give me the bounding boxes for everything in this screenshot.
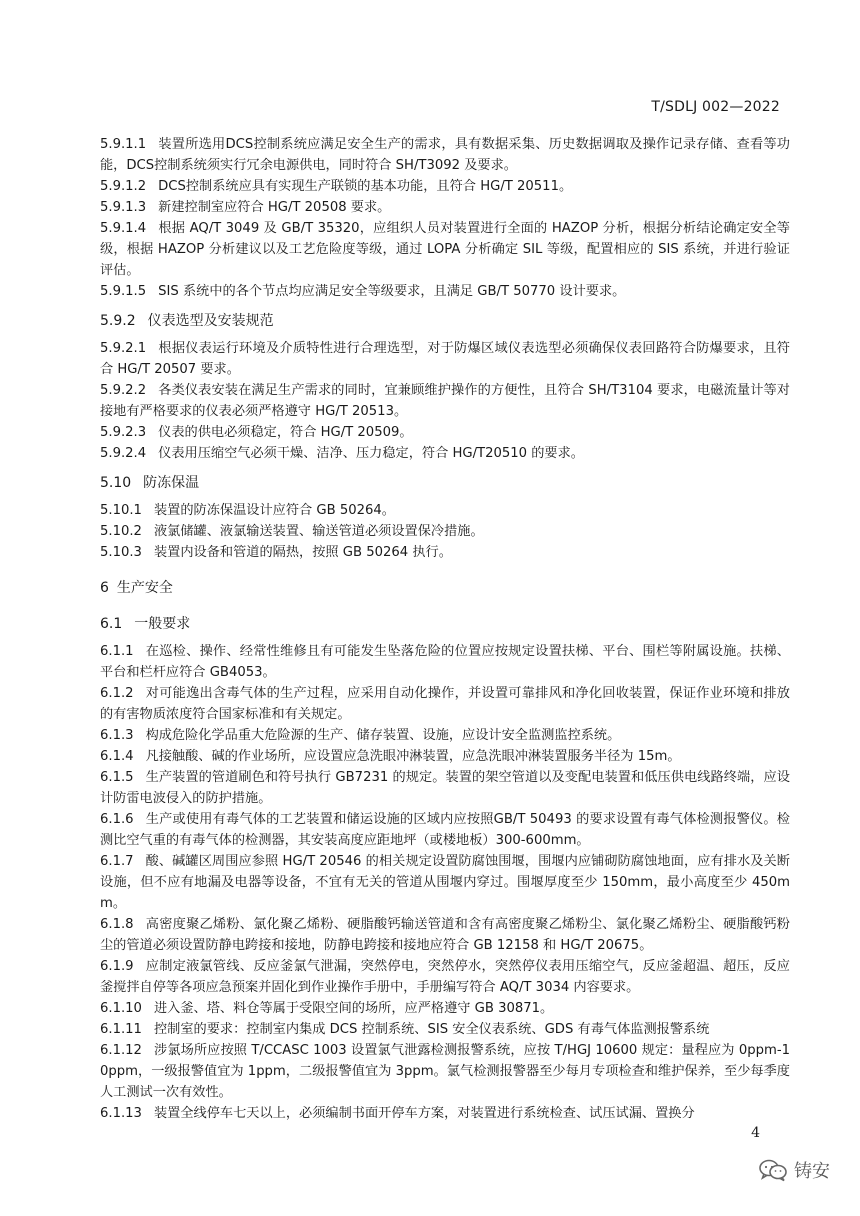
clause-number: 6.1.9 bbox=[100, 959, 134, 974]
clause-text: 酸、碱罐区周围应参照 HG/T 20546 的相关规定设置防腐蚀围堰，围堰内应铺砌防腐蚀地面，应有排水及关断设施，但不应有地漏及电器等设备，不宜有无关的管道从围堰内穿过。围堰厚度至少 150mm，最小高度至少 450mm。 bbox=[100, 854, 790, 911]
subsection-heading bbox=[100, 310, 790, 332]
clause-number: 5.9.2.2 bbox=[100, 383, 147, 398]
clause-paragraph bbox=[100, 176, 790, 197]
clause-paragraph bbox=[100, 443, 790, 464]
clause-paragraph bbox=[100, 338, 790, 380]
clause-number: 5.10.3 bbox=[100, 545, 142, 560]
wechat-icon bbox=[758, 1158, 788, 1182]
clause-text: 新建控制室应符合 HG/T 20508 要求。 bbox=[158, 200, 391, 215]
clause-text: 根据仪表运行环境及介质特性进行合理选型，对于防爆区域仪表选型必须确保仪表回路符合防爆要求，且符合 HG/T 20507 要求。 bbox=[100, 341, 790, 377]
clause-text: 装置的防冻保温设计应符合 GB 50264。 bbox=[153, 503, 395, 518]
clause-text: 凡接触酸、碱的作业场所，应设置应急洗眼冲淋装置，应急洗眼冲淋装置服务半径为 15m。 bbox=[145, 749, 681, 764]
clause-text: 装置全线停车七天以上，必须编制书面开停车方案，对装置进行系统检查、试压试漏、置换分 bbox=[153, 1106, 695, 1121]
subsection-heading bbox=[100, 472, 790, 494]
watermark-text: 铸安 bbox=[794, 1161, 830, 1182]
clause-text: 生产装置的管道刷色和符号执行 GB7231 的规定。装置的架空管道以及变配电装置和低压供电线路终端，应设计防雷电波侵入的防护措施。 bbox=[100, 770, 790, 806]
clause-number: 5.9.2.4 bbox=[100, 446, 147, 461]
clause-number: 5.9.1.2 bbox=[100, 179, 147, 194]
clause-text: 液氯储罐、液氯输送装置、输送管道必须设置保冷措施。 bbox=[153, 524, 484, 539]
clause-text: 根据 AQ/T 3049 及 GB/T 35320，应组织人员对装置进行全面的 HAZOP 分析，根据分析结论确定安全等级，根据 HAZOP 分析建议以及工艺危险度等级，通过 LOPA 分析确定 SIL 等级，配置相应的 SIS 系统，并进行验证评估。 bbox=[100, 221, 790, 278]
clause-text: 在巡检、操作、经常性维修且有可能发生坠落危险的位置应按规定设置扶梯、平台、围栏等附属设施。扶梯、平台和栏杆应符合 GB4053。 bbox=[100, 644, 790, 680]
watermark bbox=[758, 1157, 830, 1183]
clause-number: 6.1.11 bbox=[100, 1022, 142, 1037]
clause-text: 对可能逸出含毒气体的生产过程，应采用自动化操作，并设置可靠排风和净化回收装置，保证作业环境和排放的有害物质浓度符合国家标准和有关规定。 bbox=[100, 686, 790, 722]
clause-paragraph bbox=[100, 281, 790, 302]
clause-paragraph bbox=[100, 956, 790, 998]
clause-paragraph bbox=[100, 1019, 790, 1040]
clause-text: 装置内设备和管道的隔热，按照 GB 50264 执行。 bbox=[153, 545, 452, 560]
clause-text: 进入釜、塔、料仓等属于受限空间的场所，应严格遵守 GB 30871。 bbox=[153, 1001, 554, 1016]
clause-paragraph bbox=[100, 380, 790, 422]
clause-paragraph bbox=[100, 422, 790, 443]
clause-paragraph bbox=[100, 641, 790, 683]
clause-number: 6.1.5 bbox=[100, 770, 134, 785]
clause-text: 涉氯场所应按照 T/CCASC 1003 设置氯气泄露检测报警系统，应按 T/HGJ 10600 规定：量程应为 0ppm-10ppm，一级报警值宜为 1ppm，二级报警值宜为 3ppm。氯气检测报警器至少每月专项检查和维护保养，至少每季度人工测试一次有效性。 bbox=[100, 1043, 790, 1100]
clause-number: 5.9.2.1 bbox=[100, 341, 147, 356]
clause-text: 高密度聚乙烯粉、氯化聚乙烯粉、硬脂酸钙输送管道和含有高密度聚乙烯粉尘、氯化聚乙烯粉尘、硬脂酸钙粉尘的管道必须设置防静电跨接和接地，防静电跨接和接地应符合 GB 12158 和 HG/T 20675。 bbox=[100, 917, 790, 953]
clause-text: 各类仪表安装在满足生产需求的同时，宜兼顾维护操作的方便性，且符合 SH/T3104 要求，电磁流量计等对接地有严格要求的仪表必须严格遵守 HG/T 20513。 bbox=[100, 383, 790, 419]
clause-text: 构成危险化学品重大危险源的生产、储存装置、设施，应设计安全监测监控系统。 bbox=[145, 728, 621, 743]
clause-paragraph bbox=[100, 542, 790, 563]
clause-number: 6.1.7 bbox=[100, 854, 134, 869]
clause-number: 6.1.2 bbox=[100, 686, 134, 701]
subsection-heading bbox=[100, 613, 790, 635]
clause-paragraph bbox=[100, 851, 790, 914]
clause-paragraph bbox=[100, 521, 790, 542]
clause-number: 5.9.2.3 bbox=[100, 425, 147, 440]
clause-paragraph bbox=[100, 134, 790, 176]
clause-number: 6.1.4 bbox=[100, 749, 134, 764]
clause-paragraph bbox=[100, 500, 790, 521]
clause-number: 6.1.3 bbox=[100, 728, 134, 743]
document-body bbox=[100, 134, 790, 1124]
clause-text: DCS控制系统应具有实现生产联锁的基本功能，且符合 HG/T 20511。 bbox=[158, 179, 573, 194]
clause-text: 控制室的要求：控制室内集成 DCS 控制系统、SIS 安全仪表系统、GDS 有毒气体监测报警系统 bbox=[153, 1022, 710, 1037]
clause-number: 6.1.10 bbox=[100, 1001, 142, 1016]
clause-text: 生产安全 bbox=[116, 580, 173, 596]
clause-number: 6.1.12 bbox=[100, 1043, 142, 1058]
clause-text: 仪表用压缩空气必须干燥、洁净、压力稳定，符合 HG/T20510 的要求。 bbox=[158, 446, 584, 461]
clause-number: 6.1 bbox=[100, 616, 123, 632]
section-heading bbox=[100, 577, 790, 599]
clause-text: 仪表的供电必须稳定，符合 HG/T 20509。 bbox=[158, 425, 413, 440]
clause-number: 5.9.2 bbox=[100, 313, 136, 329]
clause-number: 5.9.1.4 bbox=[100, 221, 147, 236]
clause-paragraph bbox=[100, 767, 790, 809]
clause-paragraph bbox=[100, 218, 790, 281]
clause-paragraph bbox=[100, 998, 790, 1019]
clause-number: 6.1.1 bbox=[100, 644, 134, 659]
clause-number: 5.9.1.5 bbox=[100, 284, 147, 299]
clause-paragraph bbox=[100, 683, 790, 725]
clause-text: 应制定液氯管线、反应釜氯气泄漏，突然停电，突然停水，突然停仪表用压缩空气，反应釜超温、超压，反应釜搅拌自停等各项应急预案并固化到作业操作手册中，手册编写符合 AQ/T 3034 内容要求。 bbox=[100, 959, 790, 995]
clause-text: 防冻保温 bbox=[143, 475, 200, 491]
clause-text: SIS 系统中的各个节点均应满足安全等级要求，且满足 GB/T 50770 设计要求。 bbox=[158, 284, 626, 299]
clause-number: 6.1.13 bbox=[100, 1106, 142, 1121]
clause-number: 5.10.1 bbox=[100, 503, 142, 518]
clause-text: 一般要求 bbox=[134, 616, 191, 632]
clause-text: 装置所选用DCS控制系统应满足安全生产的需求，具有数据采集、历史数据调取及操作记录存储、查看等功能，DCS控制系统须实行冗余电源供电，同时符合 SH/T3092 及要求。 bbox=[100, 137, 790, 173]
clause-number: 5.9.1.1 bbox=[100, 137, 147, 152]
clause-number: 5.10.2 bbox=[100, 524, 142, 539]
clause-text: 仪表选型及安装规范 bbox=[147, 313, 274, 329]
clause-paragraph bbox=[100, 197, 790, 218]
clause-number: 6 bbox=[100, 580, 109, 596]
clause-number: 6.1.8 bbox=[100, 917, 134, 932]
clause-paragraph bbox=[100, 1040, 790, 1103]
clause-number: 6.1.6 bbox=[100, 812, 134, 827]
clause-number: 5.9.1.3 bbox=[100, 200, 147, 215]
clause-paragraph bbox=[100, 809, 790, 851]
clause-paragraph bbox=[100, 725, 790, 746]
clause-number: 5.10 bbox=[100, 475, 132, 491]
clause-paragraph bbox=[100, 1103, 790, 1124]
page-number: 4 bbox=[751, 1125, 760, 1141]
clause-paragraph bbox=[100, 914, 790, 956]
document-code: T/SDLJ 002—2022 bbox=[651, 99, 780, 115]
clause-paragraph bbox=[100, 746, 790, 767]
clause-text: 生产或使用有毒气体的工艺装置和储运设施的区域内应按照GB/T 50493 的要求设置有毒气体检测报警仪。检测比空气重的有毒气体的检测器，其安装高度应距地坪（或楼地板）300-600mm。 bbox=[100, 812, 790, 848]
